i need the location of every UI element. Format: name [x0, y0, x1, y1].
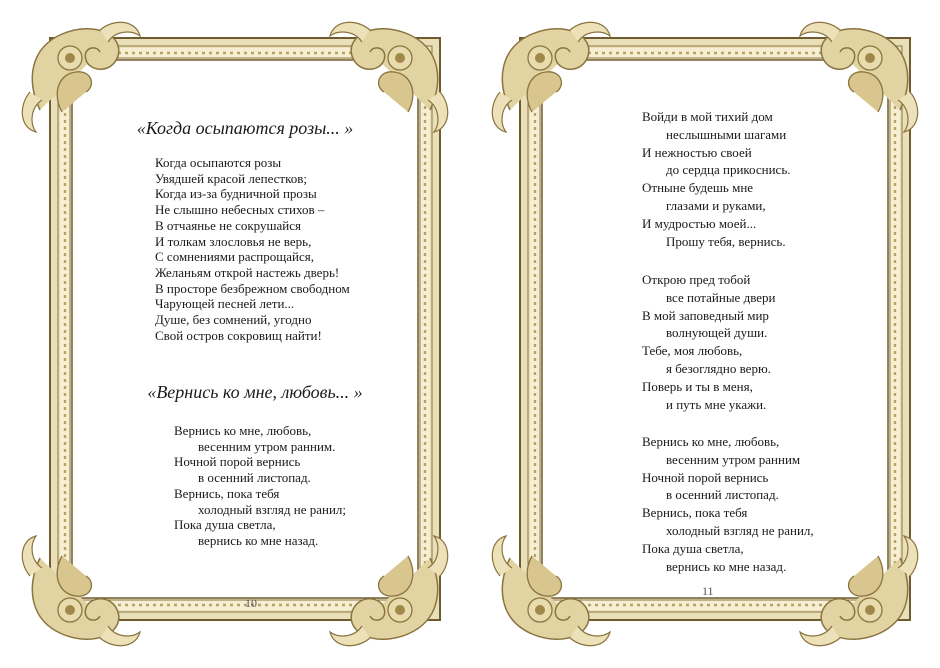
poem-line: Ночной порой вернись [174, 454, 301, 470]
poem-line: В отчаянье не сокрушайся [155, 217, 302, 233]
poem-line: Открою пред тобой [642, 272, 751, 287]
poem-line: Вернись, пока тебя [642, 505, 748, 521]
poem-line: Чарующей песней лети... [155, 296, 295, 312]
poem-line: Когда осыпаются розы [155, 155, 282, 170]
poem-line: Поверь и ты в меня, [642, 378, 753, 394]
poem-return-stanza [174, 423, 346, 549]
page-number: 10 [245, 596, 257, 610]
poem-stanza-3 [642, 433, 814, 575]
poem-line: в осенний листопад. [666, 487, 779, 503]
poem-line: весенним утром ранним. [198, 438, 336, 454]
poem-line: Желаньям открой настежь дверь! [155, 264, 340, 280]
poem-line: вернись ко мне назад. [198, 532, 319, 548]
poem-line: в осенний листопад. [198, 470, 311, 486]
poem-line: холодный взгляд не ранил, [666, 522, 814, 538]
poem-line: глазами и руками, [666, 197, 766, 213]
poem-line: С сомнениями распрощайся, [155, 249, 314, 265]
poem-line: вернись ко мне назад. [666, 558, 787, 574]
poem-line: до сердца прикоснись. [666, 162, 791, 178]
poem-line: Отныне будешь мне [642, 180, 754, 196]
poem-line: Пока душа светла, [174, 517, 276, 533]
poem-line: И мудростью моей... [642, 215, 757, 231]
poem-stanza-1 [642, 108, 791, 250]
poem-line: Прошу тебя, вернись. [666, 233, 786, 249]
poem-line: Тебе, моя любовь, [642, 343, 743, 359]
right-page [470, 0, 940, 668]
poem-line: весенним утром ранним [666, 451, 801, 467]
poem-line: И нежностью своей [642, 144, 752, 160]
poem-line: холодный взгляд не ранил; [198, 501, 346, 517]
poem-line: В просторе безбрежном свободном [155, 280, 350, 296]
poem-roses [155, 155, 350, 343]
poem-line: Увядшей красой лепестков; [155, 170, 308, 186]
poem-line: Душе, без сомнений, угодно [155, 312, 312, 328]
poem-line: и путь мне укажи. [666, 396, 767, 412]
poem-line: неслышными шагами [666, 126, 787, 142]
poem-line: Когда из-за будничной прозы [155, 186, 317, 202]
page-number: 11 [702, 584, 714, 598]
poem-line: все потайные двери [666, 289, 776, 305]
poem-line: Вернись ко мне, любовь, [642, 434, 780, 449]
poem-line: волнующей души. [666, 325, 768, 341]
poem-line: Вернись, пока тебя [174, 485, 280, 501]
poem-line: Ночной порой вернись [642, 469, 769, 485]
poem-title-return: «Вернись ко мне, любовь... » [147, 382, 363, 402]
poem-stanza-2 [642, 271, 775, 413]
poem-line: И толкам злословья не верь, [155, 233, 312, 249]
poem-line: я безоглядно верю. [666, 360, 771, 376]
poem-line: В мой заповедный мир [642, 307, 769, 323]
poem-title-roses: «Когда осыпаются розы... » [136, 118, 354, 138]
poem-line: Войди в мой тихий дом [642, 109, 773, 124]
poem-line: Не слышно небесных стихов – [155, 202, 325, 218]
poem-line: Вернись ко мне, любовь, [174, 423, 312, 438]
poem-line: Свой остров сокровищ найти! [155, 327, 322, 343]
poem-line: Пока душа светла, [642, 540, 744, 556]
